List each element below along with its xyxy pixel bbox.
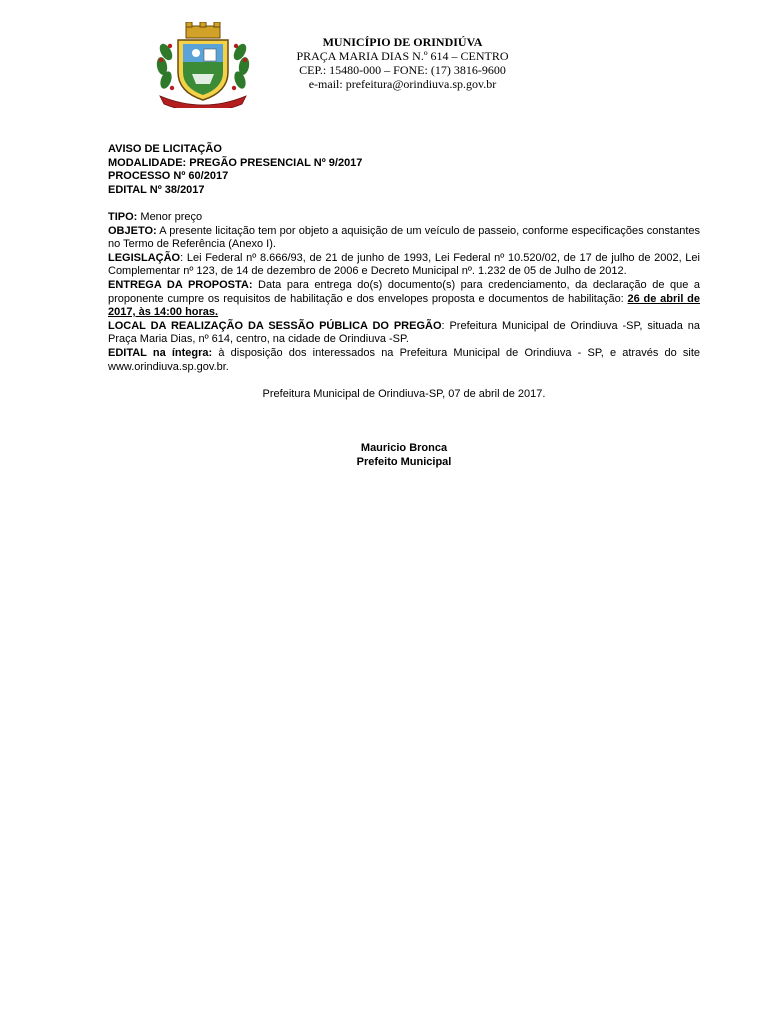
municipality-contact: CEP.: 15480-000 – FONE: (17) 3816-9600 [299, 63, 506, 77]
legislacao-text: : Lei Federal nº 8.666/93, de 21 de junho de 1993, Lei Federal nº 10.520/02, de 17 de julho de 2002, Lei Complementar nº 123, de 14 de dezembro de 2006 e Decreto Municipal nº. 1.232 de 05 de Julho de 2012. [108, 251, 700, 278]
objeto-text: A presente licitação tem por objeto a aquisição de um veículo de passeio, conforme especificações constantes no Termo de Referência (Anexo I). [108, 224, 700, 251]
legislacao-label: LEGISLAÇÃO [108, 251, 181, 264]
local-paragraph [108, 320, 700, 347]
notice-heading: AVISO DE LICITAÇÃO [108, 143, 222, 155]
letterhead [260, 35, 545, 91]
tipo-paragraph [108, 211, 700, 225]
document-body [108, 143, 700, 469]
edital-paragraph [108, 347, 700, 374]
notice-edital: EDITAL Nº 38/2017 [108, 183, 205, 196]
tipo-text: Menor preço [137, 210, 203, 223]
notice-process: PROCESSO Nº 60/2017 [108, 170, 229, 183]
edital-text: à disposição dos interessados na Prefeitura Municipal de Orindiuva - SP, e através do site www.orindiuva.sp.gov.br. [108, 346, 700, 373]
objeto-label: OBJETO: [108, 224, 157, 237]
notice-modality: MODALIDADE: PREGÃO PRESENCIAL Nº 9/2017 [108, 156, 363, 169]
local-text: : Prefeitura Municipal de Orindiuva -SP, situada na Praça Maria Dias, nº 614, centro, na cidade de Orindiuva -SP. [108, 319, 700, 346]
signer-name: Mauricio Bronca [360, 442, 448, 455]
entrega-text: Data para entrega do(s) documento(s) para credenciamento, da declaração de que a proponente cumpre os requisitos de habilitação e dos envelopes proposta e documentos de habilitação: [108, 278, 700, 305]
objeto-paragraph [108, 225, 700, 252]
municipality-address: PRAÇA MARIA DIAS N.º 614 – CENTRO [296, 49, 509, 63]
tipo-label: TIPO: [108, 210, 138, 223]
municipal-crest-icon [152, 22, 254, 108]
legislacao-paragraph [108, 252, 700, 279]
entrega-label: ENTREGA DA PROPOSTA: [108, 278, 253, 291]
place-date: Prefeitura Municipal de Orindiuva-SP, 07 de abril de 2017. [262, 387, 546, 400]
municipality-email: e-mail: prefeitura@orindiuva.sp.gov.br [308, 77, 497, 91]
signer-title: Prefeito Municipal [356, 455, 452, 468]
municipality-title: MUNICÍPIO DE ORINDIÚVA [322, 35, 483, 49]
entrega-paragraph [108, 279, 700, 320]
local-label: LOCAL DA REALIZAÇÃO DA SESSÃO PÚBLICA DO PREGÃO [108, 319, 442, 332]
edital-label: EDITAL na íntegra: [108, 346, 213, 359]
entrega-date: 26 de abril de 2017, às 14:00 horas. [108, 292, 701, 319]
